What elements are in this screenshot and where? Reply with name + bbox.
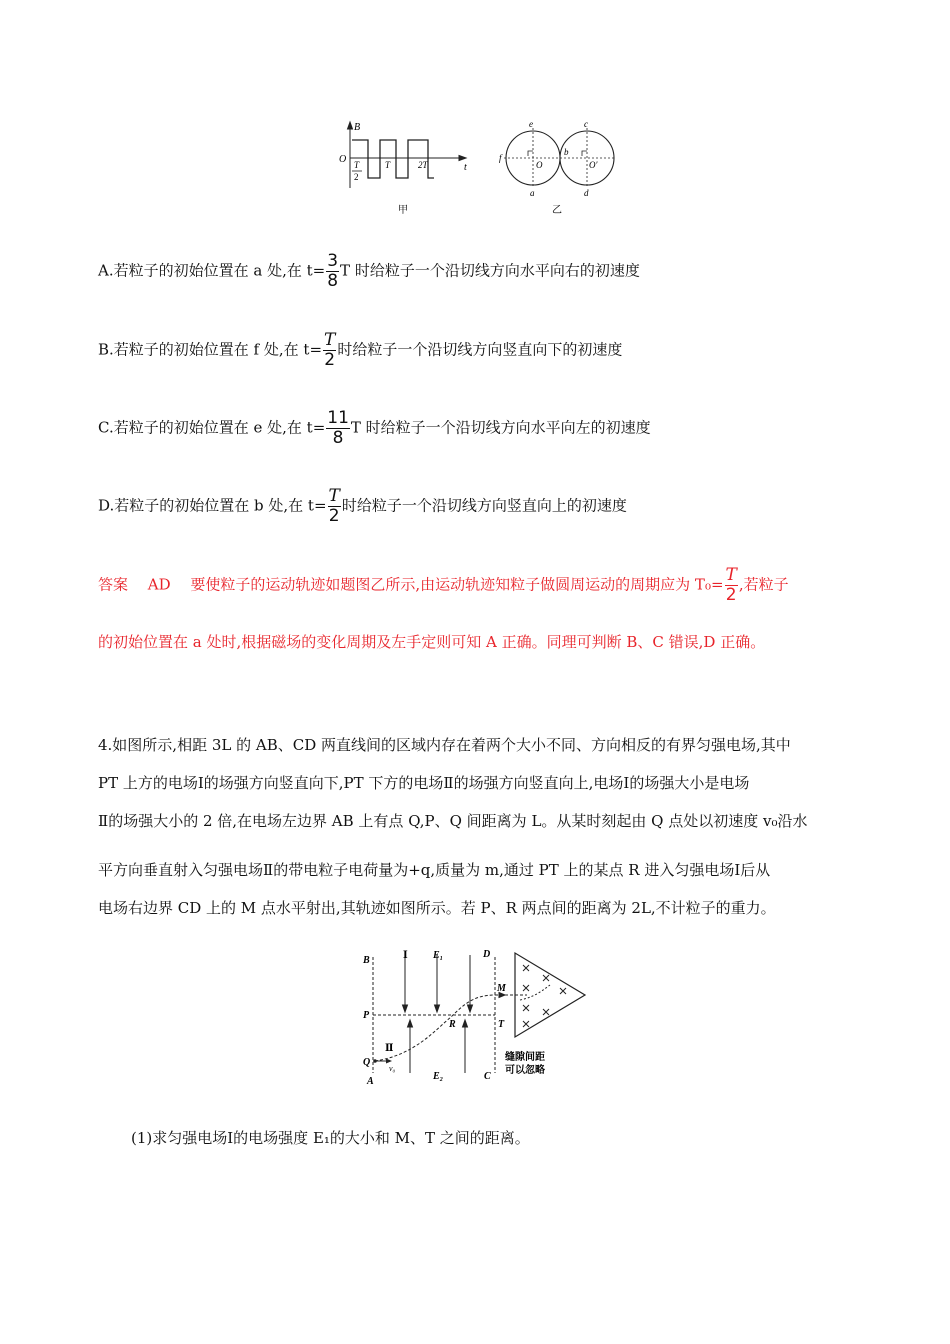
label-a: a bbox=[530, 188, 535, 198]
label-o-prime: O′ bbox=[589, 160, 598, 170]
label-p: P bbox=[363, 1010, 370, 1021]
label-v0: v₀ bbox=[389, 1064, 396, 1073]
answer-line-2: 的初始位置在 a 处时,根据磁场的变化周期及左手定则可知 A 正确。同理可判断 B、C 错误,D 正确。 bbox=[98, 633, 766, 651]
label-d: D bbox=[483, 949, 491, 960]
fraction-den: 8 bbox=[327, 271, 339, 291]
fraction bbox=[326, 409, 350, 448]
label-t: T bbox=[498, 1019, 505, 1030]
label-b: b bbox=[564, 147, 569, 157]
option-d-suffix: 时给粒子一个沿切线方向竖直向上的初速度 bbox=[341, 496, 627, 515]
option-b-suffix: 时给粒子一个沿切线方向竖直向下的初速度 bbox=[337, 340, 623, 359]
label-o: O bbox=[536, 160, 543, 170]
option-a bbox=[98, 252, 640, 291]
label-f: f bbox=[499, 153, 502, 163]
label-ii: Ⅱ bbox=[385, 1043, 394, 1054]
label-q: Q bbox=[363, 1057, 371, 1068]
question-4-line-4: 平方向垂直射入匀强电场Ⅱ的带电粒子电荷量为+q,质量为 m,通过 PT 上的某点 R 进入匀强电场Ⅰ后从 bbox=[98, 861, 771, 879]
tick-half-t-num: T bbox=[354, 160, 360, 170]
figure-1 bbox=[330, 118, 630, 223]
tick-half-t-den: 2 bbox=[354, 172, 359, 182]
option-c bbox=[98, 409, 651, 448]
option-a-suffix: T 时给粒子一个沿切线方向水平向右的初速度 bbox=[340, 261, 640, 280]
fraction-num: T bbox=[324, 330, 336, 350]
option-b-prefix: B.若粒子的初始位置在 f 处,在 t= bbox=[98, 340, 323, 359]
question-4-line-3: Ⅱ的场强大小的 2 倍,在电场左边界 AB 上有点 Q,P、Q 间距离为 L。从某时刻起由 Q 点处以初速度 v₀沿水 bbox=[98, 812, 808, 830]
label-e1: E₁ bbox=[433, 950, 444, 961]
fraction-den: 8 bbox=[332, 428, 344, 448]
fraction-den: 2 bbox=[725, 585, 737, 605]
question-4-line-1: 4.如图所示,相距 3L 的 AB、CD 两直线间的区域内存在着两个大小不同、方向相反的有界匀强电场,其中 bbox=[98, 736, 791, 754]
axis-b-label: B bbox=[354, 122, 361, 133]
note-line-1: 缝隙间距 bbox=[505, 1052, 545, 1063]
question-4-line-5: 电场右边界 CD 上的 M 点水平射出,其轨迹如图所示。若 P、R 两点间的距离为 2L,不计粒子的重力。 bbox=[98, 899, 776, 917]
fraction-num: T bbox=[328, 486, 340, 506]
b-t-graph bbox=[348, 122, 467, 188]
fraction-num: 3 bbox=[327, 251, 339, 271]
figure-2 bbox=[355, 945, 595, 1090]
fraction bbox=[326, 252, 339, 291]
option-b bbox=[98, 331, 622, 370]
caption-yi: 乙 bbox=[552, 205, 562, 216]
label-e: e bbox=[529, 119, 533, 129]
option-d-prefix: D.若粒子的初始位置在 b 处,在 t= bbox=[98, 496, 327, 515]
sub-question-1: (1)求匀强电场Ⅰ的电场强度 E₁的大小和 M、T 之间的距离。 bbox=[131, 1129, 530, 1147]
label-c: C bbox=[484, 1071, 491, 1082]
note-line-2: 可以忽略 bbox=[505, 1065, 545, 1076]
answer-suffix: ,若粒子 bbox=[738, 575, 789, 594]
circle-trajectory bbox=[504, 128, 616, 188]
magnetic-field-marks bbox=[523, 965, 566, 1027]
question-4-line-2: PT 上方的电场Ⅰ的场强方向竖直向下,PT 下方的电场Ⅱ的场强方向竖直向上,电场Ⅰ的场强大小是电场 bbox=[98, 774, 750, 792]
option-c-suffix: T 时给粒子一个沿切线方向水平向左的初速度 bbox=[350, 418, 651, 437]
tick-2t: 2T bbox=[418, 160, 428, 170]
label-d: d bbox=[584, 188, 589, 198]
label-r: R bbox=[449, 1019, 456, 1030]
fraction-den: 2 bbox=[328, 506, 340, 526]
fraction-num: T bbox=[725, 565, 737, 585]
fraction bbox=[323, 331, 336, 370]
option-c-prefix: C.若粒子的初始位置在 e 处,在 t= bbox=[98, 418, 326, 437]
label-b: B bbox=[363, 955, 370, 966]
caption-jia: 甲 bbox=[398, 205, 408, 216]
label-e2: E₂ bbox=[433, 1071, 444, 1082]
answer-prefix: 答案 AD 要使粒子的运动轨迹如题图乙所示,由运动轨迹知粒子做圆周运动的周期应为 T₀= bbox=[98, 575, 724, 594]
option-d bbox=[98, 487, 627, 526]
label-m: M bbox=[497, 983, 506, 994]
label-a: A bbox=[367, 1076, 374, 1087]
axis-t-label: t bbox=[464, 162, 467, 173]
tick-t: T bbox=[385, 160, 391, 170]
fraction-den: 2 bbox=[324, 350, 336, 370]
fraction-num: 11 bbox=[327, 408, 349, 428]
label-i: Ⅰ bbox=[403, 950, 408, 961]
fraction bbox=[328, 487, 341, 526]
option-a-prefix: A.若粒子的初始位置在 a 处,在 t= bbox=[98, 261, 326, 280]
fraction bbox=[725, 566, 738, 605]
label-c: c bbox=[584, 119, 588, 129]
origin-label: O bbox=[339, 154, 347, 165]
answer-line-1 bbox=[98, 566, 789, 605]
